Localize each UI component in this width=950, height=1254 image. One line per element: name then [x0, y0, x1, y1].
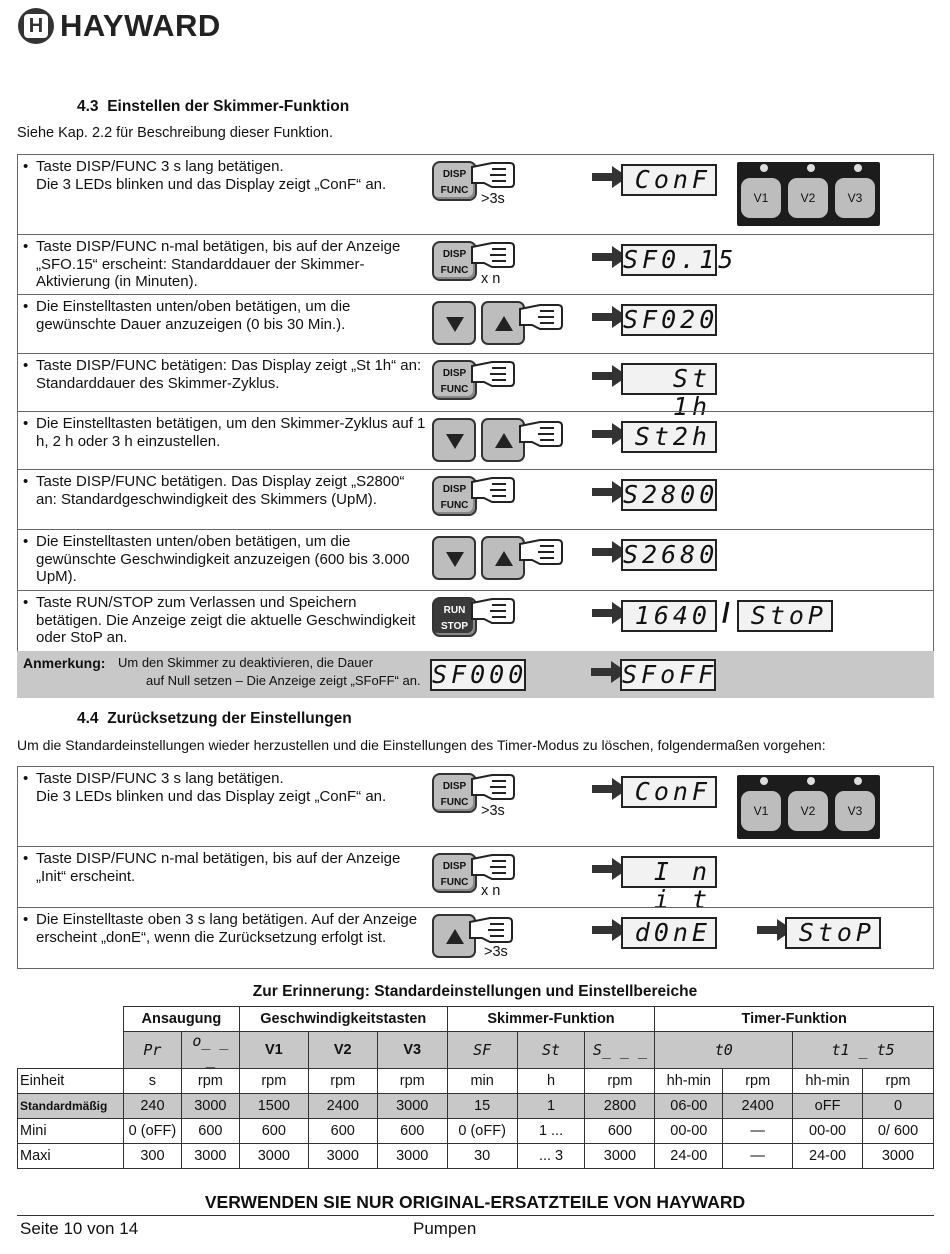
section-number: 4.3 — [77, 98, 99, 115]
instruction-text: Taste DISP/FUNC betätigen: Das Display zeigt „St 1h“ an: Standarddauer des Skimmer-Zyklus. — [36, 357, 422, 392]
table-cell: rpm — [377, 1069, 447, 1094]
lcd-display: St 1h — [621, 363, 717, 395]
lcd-display: S2680 — [623, 540, 719, 569]
table-cell: rpm — [181, 1069, 239, 1094]
lcd-display: SF0.15 — [623, 245, 738, 274]
table-cell: 600 — [308, 1119, 377, 1144]
bullet: • — [23, 473, 29, 490]
table-cell: 3000 — [863, 1144, 934, 1169]
group-header: Geschwindigkeitstasten — [239, 1007, 447, 1032]
led-icon — [807, 777, 815, 785]
table-cell: 06-00 — [655, 1094, 723, 1119]
led-icon — [854, 777, 862, 785]
lcd-display: 1640 — [621, 600, 717, 632]
table-cell: 00-00 — [793, 1119, 863, 1144]
table-cell: 600 — [239, 1119, 308, 1144]
table-cell: ... 3 — [517, 1144, 585, 1169]
section-title: Einstellen der Skimmer-Funktion — [107, 98, 350, 115]
table-cell: 24-00 — [793, 1144, 863, 1169]
table-cell: 24-00 — [655, 1144, 723, 1169]
param-code: o_ _ _ — [181, 1032, 239, 1069]
instruction-row — [17, 234, 934, 294]
press-hint: x n — [481, 271, 501, 287]
led-icon — [760, 777, 768, 785]
lcd-display: ConF — [621, 776, 717, 808]
instruction-row — [17, 469, 934, 529]
lcd-display: St2h — [621, 421, 717, 453]
bullet: • — [23, 770, 29, 787]
down-button[interactable] — [432, 536, 476, 580]
instruction-text: Taste DISP/FUNC 3 s lang betätigen. Die 3 LEDs blinken und das Display zeigt „ConF“ an. — [36, 770, 387, 805]
separator: / — [722, 597, 730, 628]
press-hint: x n — [481, 883, 501, 899]
lcd-display: I n i t — [621, 856, 717, 888]
table-cell: — — [723, 1144, 793, 1169]
instruction-text: Die Einstelltasten betätigen, um den Skimmer-Zyklus auf 1 h, 2 h oder 3 h einzustellen. — [36, 415, 426, 450]
down-arrow-icon — [446, 552, 464, 567]
table-cell: 00-00 — [655, 1119, 723, 1144]
table-cell: 0 (oFF) — [447, 1119, 517, 1144]
table-cell: 240 — [123, 1094, 181, 1119]
lcd-display: SF000 — [432, 660, 528, 689]
bullet: • — [23, 298, 29, 315]
instruction-text: Taste DISP/FUNC betätigen. Das Display zeigt „S2800“ an: Standardgeschwindigkeit des Skimmers (UpM). — [36, 473, 405, 508]
note-text: auf Null setzen – Die Anzeige zeigt „SFoFF“ an. — [146, 673, 421, 688]
down-button[interactable] — [432, 418, 476, 462]
instruction-text: Taste DISP/FUNC n-mal betätigen, bis auf der Anzeige „SFO.15“ erscheint: Standarddauer der Skimmer-Aktivierung (in Minuten). — [36, 238, 401, 290]
table-cell: 3000 — [377, 1144, 447, 1169]
led-panel — [737, 162, 880, 226]
led-icon — [854, 164, 862, 172]
row-label: Mini — [18, 1119, 124, 1144]
finger-press-icon — [518, 416, 564, 455]
table-cell: 600 — [377, 1119, 447, 1144]
param-code: Pr — [123, 1032, 181, 1069]
table-cell: 0 — [863, 1094, 934, 1119]
instruction-text: Die Einstelltaste oben 3 s lang betätigen. Auf der Anzeige erscheint „donE“, wenn die Zurücksetzung erfolgt ist. — [36, 911, 418, 946]
led-icon — [760, 164, 768, 172]
table-cell: 3000 — [181, 1144, 239, 1169]
down-button[interactable] — [432, 301, 476, 345]
section-4-3-intro: Siehe Kap. 2.2 für Beschreibung dieser Funktion. — [17, 125, 333, 141]
button-label: DISP FUNC — [440, 368, 469, 395]
press-hint: >3s — [481, 191, 505, 207]
table-cell: 600 — [181, 1119, 239, 1144]
hayward-logo-icon: H — [18, 8, 54, 44]
instruction-row — [17, 353, 934, 421]
table-cell: rpm — [239, 1069, 308, 1094]
lcd-display: d0nE — [621, 917, 717, 949]
up-arrow-icon — [495, 551, 513, 566]
finger-press-icon — [470, 472, 516, 511]
footer-banner: VERWENDEN SIE NUR ORIGINAL-ERSATZTEILE VON HAYWARD — [204, 1192, 746, 1212]
hayward-logo — [18, 8, 221, 44]
bullet: • — [23, 357, 29, 374]
table-cell: 1 — [517, 1094, 585, 1119]
bullet: • — [23, 911, 29, 928]
settings-table — [17, 1006, 934, 1169]
table-cell: min — [447, 1069, 517, 1094]
valve-button-2[interactable]: V2 — [788, 791, 828, 831]
instruction-text: Taste RUN/STOP zum Verlassen und Speichern betätigen. Die Anzeige zeigt die aktuelle Geschwindigkeit oder StoP an. — [36, 594, 416, 646]
table-cell: 2400 — [308, 1094, 377, 1119]
brand-name: HAYWARD — [60, 8, 221, 43]
row-label: Standardmäßig — [18, 1094, 124, 1119]
button-label: RUN STOP — [440, 605, 469, 632]
table-cell: 30 — [447, 1144, 517, 1169]
table-row — [18, 1144, 934, 1169]
finger-press-icon — [470, 356, 516, 395]
param-code: t0 — [655, 1032, 793, 1069]
table-cell: s — [123, 1069, 181, 1094]
param-code: V1 — [239, 1032, 308, 1069]
bullet: • — [23, 594, 29, 611]
up-arrow-icon — [495, 316, 513, 331]
lcd-display: SFoFF — [622, 660, 718, 689]
valve-button-1[interactable]: V1 — [741, 791, 781, 831]
footer-rule — [17, 1215, 934, 1216]
table-cell: hh-min — [793, 1069, 863, 1094]
table-cell: 3000 — [377, 1094, 447, 1119]
valve-button-1[interactable]: V1 — [741, 178, 781, 218]
bullet: • — [23, 850, 29, 867]
group-header: Skimmer-Funktion — [447, 1007, 655, 1032]
param-code: S_ _ _ — [585, 1032, 655, 1069]
table-row — [18, 1069, 934, 1094]
finger-press-icon — [518, 534, 564, 573]
table-row — [18, 1119, 934, 1144]
press-hint: >3s — [481, 803, 505, 819]
bullet: • — [23, 158, 29, 175]
table-cell: rpm — [723, 1069, 793, 1094]
group-header: Ansaugung — [123, 1007, 239, 1032]
section-4-4-intro: Um die Standardeinstellungen wieder herzustellen und die Einstellungen des Timer-Modus zu löschen, folgendermaßen vorgehen: — [17, 737, 826, 753]
row-label: Einheit — [18, 1069, 124, 1094]
row-label: Maxi — [18, 1144, 124, 1169]
finger-press-icon — [518, 299, 564, 338]
table-row — [18, 1094, 934, 1119]
down-arrow-icon — [446, 434, 464, 449]
instruction-row — [17, 907, 934, 969]
button-label: DISP FUNC — [440, 169, 469, 196]
instruction-text: Taste DISP/FUNC n-mal betätigen, bis auf der Anzeige „Init“ erscheint. — [36, 850, 401, 885]
table-cell: 15 — [447, 1094, 517, 1119]
table-cell: h — [517, 1069, 585, 1094]
instruction-row — [17, 411, 934, 469]
led-icon — [807, 164, 815, 172]
note-label: Anmerkung: — [23, 655, 106, 671]
note-row — [17, 651, 934, 698]
down-arrow-icon — [446, 317, 464, 332]
table-cell: 300 — [123, 1144, 181, 1169]
instruction-row — [17, 590, 934, 651]
instruction-text: Die Einstelltasten unten/oben betätigen, um die gewünschte Geschwindigkeit anzuzeigen (600 bis 3.000 UpM). — [36, 533, 410, 585]
button-label: DISP FUNC — [440, 249, 469, 276]
table-cell: 2800 — [585, 1094, 655, 1119]
table-caption: Zur Erinnerung: Standardeinstellungen und Einstellbereiche — [252, 983, 698, 1000]
table-cell: 0 (oFF) — [123, 1119, 181, 1144]
valve-button-3[interactable]: V3 — [835, 178, 875, 218]
lcd-display: StoP — [785, 917, 881, 949]
instruction-text: Taste DISP/FUNC 3 s lang betätigen. Die 3 LEDs blinken und das Display zeigt „ConF“ an. — [36, 158, 387, 193]
param-code: t1 _ t5 — [793, 1032, 934, 1069]
page-number: Seite 10 von 14 — [20, 1219, 139, 1238]
finger-press-icon — [470, 593, 516, 632]
param-code: V2 — [308, 1032, 377, 1069]
table-cell: 0/ 600 — [863, 1119, 934, 1144]
param-code: V3 — [377, 1032, 447, 1069]
bullet: • — [23, 238, 29, 255]
bullet: • — [23, 533, 29, 550]
table-cell: 1500 — [239, 1094, 308, 1119]
up-arrow-icon — [446, 929, 464, 944]
instruction-row — [17, 846, 934, 914]
group-header: Timer-Funktion — [655, 1007, 934, 1032]
param-code: St — [517, 1032, 585, 1069]
lcd-display: ConF — [621, 164, 717, 196]
instruction-row — [17, 294, 934, 353]
table-cell: — — [723, 1119, 793, 1144]
led-panel — [737, 775, 880, 839]
table-cell: 3000 — [308, 1144, 377, 1169]
up-arrow-icon — [495, 433, 513, 448]
section-4-4-heading — [77, 710, 352, 728]
table-cell: 1 ... — [517, 1119, 585, 1144]
button-label: DISP FUNC — [440, 484, 469, 511]
button-label: DISP FUNC — [440, 781, 469, 808]
section-4-3-heading — [77, 98, 349, 116]
table-cell: 3000 — [585, 1144, 655, 1169]
button-label: DISP FUNC — [440, 861, 469, 888]
bullet: • — [23, 415, 29, 432]
valve-button-2[interactable]: V2 — [788, 178, 828, 218]
table-cell: 3000 — [181, 1094, 239, 1119]
lcd-display: S2800 — [623, 480, 719, 509]
table-cell: 2400 — [723, 1094, 793, 1119]
section-title: Zurücksetzung der Einstellungen — [107, 710, 352, 727]
table-cell: oFF — [793, 1094, 863, 1119]
lcd-display: SF020 — [623, 305, 719, 334]
table-cell: 3000 — [239, 1144, 308, 1169]
param-code: SF — [447, 1032, 517, 1069]
instruction-text: Die Einstelltasten unten/oben betätigen, um die gewünschte Dauer anzuzeigen (0 bis 30 Min.). — [36, 298, 351, 333]
section-number: 4.4 — [77, 710, 99, 727]
lcd-display: StoP — [737, 600, 833, 632]
table-cell: rpm — [308, 1069, 377, 1094]
chapter-name: Pumpen — [413, 1219, 477, 1238]
table-cell: rpm — [863, 1069, 934, 1094]
note-text: Um den Skimmer zu deaktivieren, die Dauer — [118, 655, 374, 670]
table-cell: rpm — [585, 1069, 655, 1094]
valve-button-3[interactable]: V3 — [835, 791, 875, 831]
press-hint: >3s — [484, 944, 508, 960]
instruction-row — [17, 529, 934, 590]
table-cell: hh-min — [655, 1069, 723, 1094]
table-cell: 600 — [585, 1119, 655, 1144]
